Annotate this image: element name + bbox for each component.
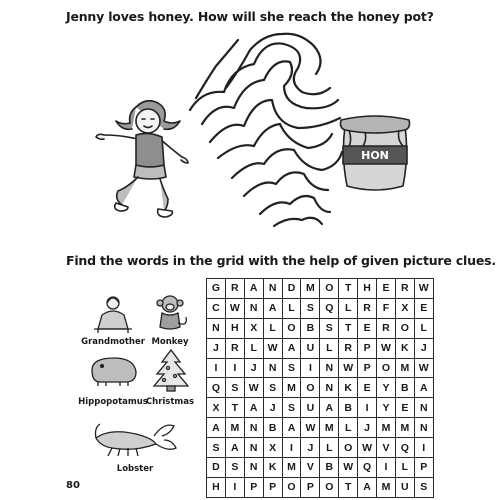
- grid-row: [207, 418, 434, 438]
- grid-cell[interactable]: T: [339, 279, 358, 299]
- grid-row: [207, 378, 434, 398]
- grid-cell[interactable]: K: [339, 378, 358, 398]
- grid-cell[interactable]: R: [395, 279, 414, 299]
- grid-cell[interactable]: A: [244, 279, 263, 299]
- grid-cell[interactable]: R: [339, 338, 358, 358]
- grid-cell[interactable]: H: [358, 279, 377, 299]
- grid-cell[interactable]: T: [339, 318, 358, 338]
- grid-cell[interactable]: M: [301, 279, 320, 299]
- grid-cell[interactable]: O: [339, 438, 358, 458]
- grid-cell[interactable]: D: [207, 458, 226, 478]
- grid-cell[interactable]: R: [377, 318, 396, 338]
- grid-cell[interactable]: O: [282, 318, 301, 338]
- grid-cell[interactable]: S: [282, 398, 301, 418]
- grid-row: [207, 398, 434, 418]
- grid-cell[interactable]: B: [263, 418, 282, 438]
- grid-row: [207, 338, 434, 358]
- grid-cell[interactable]: P: [244, 477, 263, 497]
- grid-cell[interactable]: J: [301, 438, 320, 458]
- word-search-grid: [206, 278, 434, 498]
- clue-label-hippopotamus: Hippopotamus: [78, 397, 148, 407]
- grid-cell[interactable]: I: [207, 358, 226, 378]
- grid-cell[interactable]: A: [414, 378, 433, 398]
- maze-question: Jenny loves honey. How will she reach the honey pot?: [66, 9, 434, 24]
- grid-cell[interactable]: D: [282, 279, 301, 299]
- grid-cell[interactable]: L: [320, 438, 339, 458]
- grid-cell[interactable]: M: [377, 418, 396, 438]
- grid-cell[interactable]: N: [263, 279, 282, 299]
- hippopotamus-icon: [86, 354, 140, 388]
- grid-cell[interactable]: L: [414, 318, 433, 338]
- grid-cell[interactable]: K: [395, 338, 414, 358]
- grid-cell[interactable]: U: [301, 338, 320, 358]
- grid-cell[interactable]: I: [301, 358, 320, 378]
- grid-cell[interactable]: S: [207, 438, 226, 458]
- grid-cell[interactable]: N: [244, 298, 263, 318]
- grid-cell[interactable]: W: [377, 338, 396, 358]
- grid-cell[interactable]: O: [320, 279, 339, 299]
- grid-cell[interactable]: Q: [320, 298, 339, 318]
- grid-row: [207, 438, 434, 458]
- grid-cell[interactable]: A: [244, 398, 263, 418]
- grid-cell[interactable]: L: [395, 458, 414, 478]
- grid-cell[interactable]: W: [339, 358, 358, 378]
- grid-cell[interactable]: H: [225, 318, 244, 338]
- grid-cell[interactable]: W: [301, 418, 320, 438]
- grid-cell[interactable]: I: [377, 458, 396, 478]
- grid-cell[interactable]: N: [207, 318, 226, 338]
- grid-cell[interactable]: H: [207, 477, 226, 497]
- grid-cell[interactable]: W: [244, 378, 263, 398]
- grid-cell[interactable]: N: [244, 418, 263, 438]
- grid-row: [207, 298, 434, 318]
- grid-cell[interactable]: A: [282, 418, 301, 438]
- grid-cell[interactable]: I: [282, 438, 301, 458]
- grid-row: [207, 358, 434, 378]
- grandmother-icon: [88, 293, 138, 335]
- grid-cell[interactable]: X: [263, 438, 282, 458]
- grid-cell[interactable]: W: [225, 298, 244, 318]
- grid-cell[interactable]: S: [282, 358, 301, 378]
- grid-cell[interactable]: M: [320, 418, 339, 438]
- grid-cell[interactable]: L: [282, 298, 301, 318]
- grid-cell[interactable]: N: [263, 358, 282, 378]
- grid-cell[interactable]: M: [225, 418, 244, 438]
- honey-pot-illustration: [335, 108, 415, 196]
- grid-cell[interactable]: A: [282, 338, 301, 358]
- clue-label-lobster: Lobster: [116, 464, 154, 474]
- grid-cell[interactable]: N: [414, 398, 433, 418]
- grid-cell[interactable]: J: [263, 398, 282, 418]
- clue-label-monkey: Monkey: [151, 337, 189, 347]
- grid-cell[interactable]: J: [207, 338, 226, 358]
- grid-cell[interactable]: L: [244, 338, 263, 358]
- grid-cell[interactable]: E: [395, 398, 414, 418]
- grid-cell[interactable]: I: [225, 477, 244, 497]
- grid-cell[interactable]: S: [225, 378, 244, 398]
- honey-pot-label: HON: [361, 149, 389, 162]
- grid-cell[interactable]: K: [263, 458, 282, 478]
- grid-cell[interactable]: L: [339, 298, 358, 318]
- grid-cell[interactable]: E: [414, 298, 433, 318]
- grid-cell[interactable]: B: [395, 378, 414, 398]
- grid-cell[interactable]: R: [225, 338, 244, 358]
- grid-cell[interactable]: A: [225, 438, 244, 458]
- grid-cell[interactable]: Q: [358, 458, 377, 478]
- grid-cell[interactable]: Q: [395, 438, 414, 458]
- grid-cell[interactable]: M: [282, 378, 301, 398]
- grid-cell[interactable]: S: [414, 477, 433, 497]
- grid-cell[interactable]: G: [207, 279, 226, 299]
- grid-cell[interactable]: P: [414, 458, 433, 478]
- grid-cell[interactable]: S: [320, 318, 339, 338]
- grid-cell[interactable]: P: [301, 477, 320, 497]
- grid-cell[interactable]: A: [263, 298, 282, 318]
- grid-cell[interactable]: M: [282, 458, 301, 478]
- clue-label-grandmother: Grandmother: [81, 337, 145, 347]
- grid-cell[interactable]: T: [225, 398, 244, 418]
- grid-cell[interactable]: B: [301, 318, 320, 338]
- grid-cell[interactable]: X: [244, 318, 263, 338]
- grid-cell[interactable]: J: [414, 338, 433, 358]
- grid-cell[interactable]: R: [225, 279, 244, 299]
- grid-cell[interactable]: M: [395, 418, 414, 438]
- grid-cell[interactable]: N: [244, 438, 263, 458]
- grid-cell[interactable]: N: [414, 418, 433, 438]
- grid-cell[interactable]: J: [244, 358, 263, 378]
- grid-cell[interactable]: F: [377, 298, 396, 318]
- grid-cell[interactable]: U: [301, 398, 320, 418]
- grid-cell[interactable]: S: [225, 458, 244, 478]
- grid-cell[interactable]: T: [339, 477, 358, 497]
- grid-cell[interactable]: L: [320, 338, 339, 358]
- grid-cell[interactable]: B: [320, 458, 339, 478]
- grid-cell[interactable]: E: [358, 378, 377, 398]
- grid-cell[interactable]: R: [358, 298, 377, 318]
- grid-cell[interactable]: P: [358, 338, 377, 358]
- grid-cell[interactable]: S: [263, 378, 282, 398]
- grid-cell[interactable]: E: [377, 279, 396, 299]
- grid-cell[interactable]: I: [414, 438, 433, 458]
- grid-cell[interactable]: A: [207, 418, 226, 438]
- page-number: 80: [66, 480, 80, 491]
- grid-cell[interactable]: L: [339, 418, 358, 438]
- grid-cell[interactable]: I: [358, 398, 377, 418]
- monkey-icon: [148, 293, 192, 335]
- grid-cell[interactable]: V: [301, 458, 320, 478]
- grid-cell[interactable]: M: [377, 477, 396, 497]
- grid-cell[interactable]: W: [414, 358, 433, 378]
- grid-cell[interactable]: C: [207, 298, 226, 318]
- grid-cell[interactable]: W: [339, 458, 358, 478]
- grid-cell[interactable]: S: [301, 298, 320, 318]
- christmas-tree-icon: [150, 348, 192, 392]
- grid-cell[interactable]: O: [320, 477, 339, 497]
- grid-row: [207, 477, 434, 497]
- grid-cell[interactable]: P: [358, 358, 377, 378]
- grid-cell[interactable]: U: [395, 477, 414, 497]
- grid-cell[interactable]: M: [395, 358, 414, 378]
- grid-row: [207, 458, 434, 478]
- grid-cell[interactable]: N: [320, 358, 339, 378]
- grid-row: [207, 318, 434, 338]
- grid-cell[interactable]: O: [377, 358, 396, 378]
- grid-cell[interactable]: W: [263, 338, 282, 358]
- grid-cell[interactable]: W: [358, 438, 377, 458]
- lobster-icon: [92, 418, 182, 460]
- grid-cell[interactable]: J: [358, 418, 377, 438]
- grid-cell[interactable]: N: [320, 378, 339, 398]
- grid-cell[interactable]: X: [207, 398, 226, 418]
- grid-cell[interactable]: W: [414, 279, 433, 299]
- grid-cell[interactable]: O: [395, 318, 414, 338]
- grid-cell[interactable]: Q: [207, 378, 226, 398]
- grid-cell[interactable]: O: [282, 477, 301, 497]
- grid-cell[interactable]: Y: [377, 378, 396, 398]
- grid-cell[interactable]: X: [395, 298, 414, 318]
- grid-cell[interactable]: P: [263, 477, 282, 497]
- grid-cell[interactable]: O: [301, 378, 320, 398]
- grid-cell[interactable]: Y: [377, 398, 396, 418]
- word-search-question: Find the words in the grid with the help of given picture clues.: [66, 253, 496, 268]
- grid-cell[interactable]: N: [244, 458, 263, 478]
- maze-path: [180, 28, 355, 233]
- grid-cell[interactable]: E: [358, 318, 377, 338]
- grid-cell[interactable]: A: [320, 398, 339, 418]
- grid-cell[interactable]: I: [225, 358, 244, 378]
- grid-cell[interactable]: L: [263, 318, 282, 338]
- grid-cell[interactable]: V: [377, 438, 396, 458]
- grid-cell[interactable]: A: [358, 477, 377, 497]
- clue-label-christmas: Christmas: [145, 397, 195, 407]
- grid-row: [207, 279, 434, 299]
- grid-cell[interactable]: B: [339, 398, 358, 418]
